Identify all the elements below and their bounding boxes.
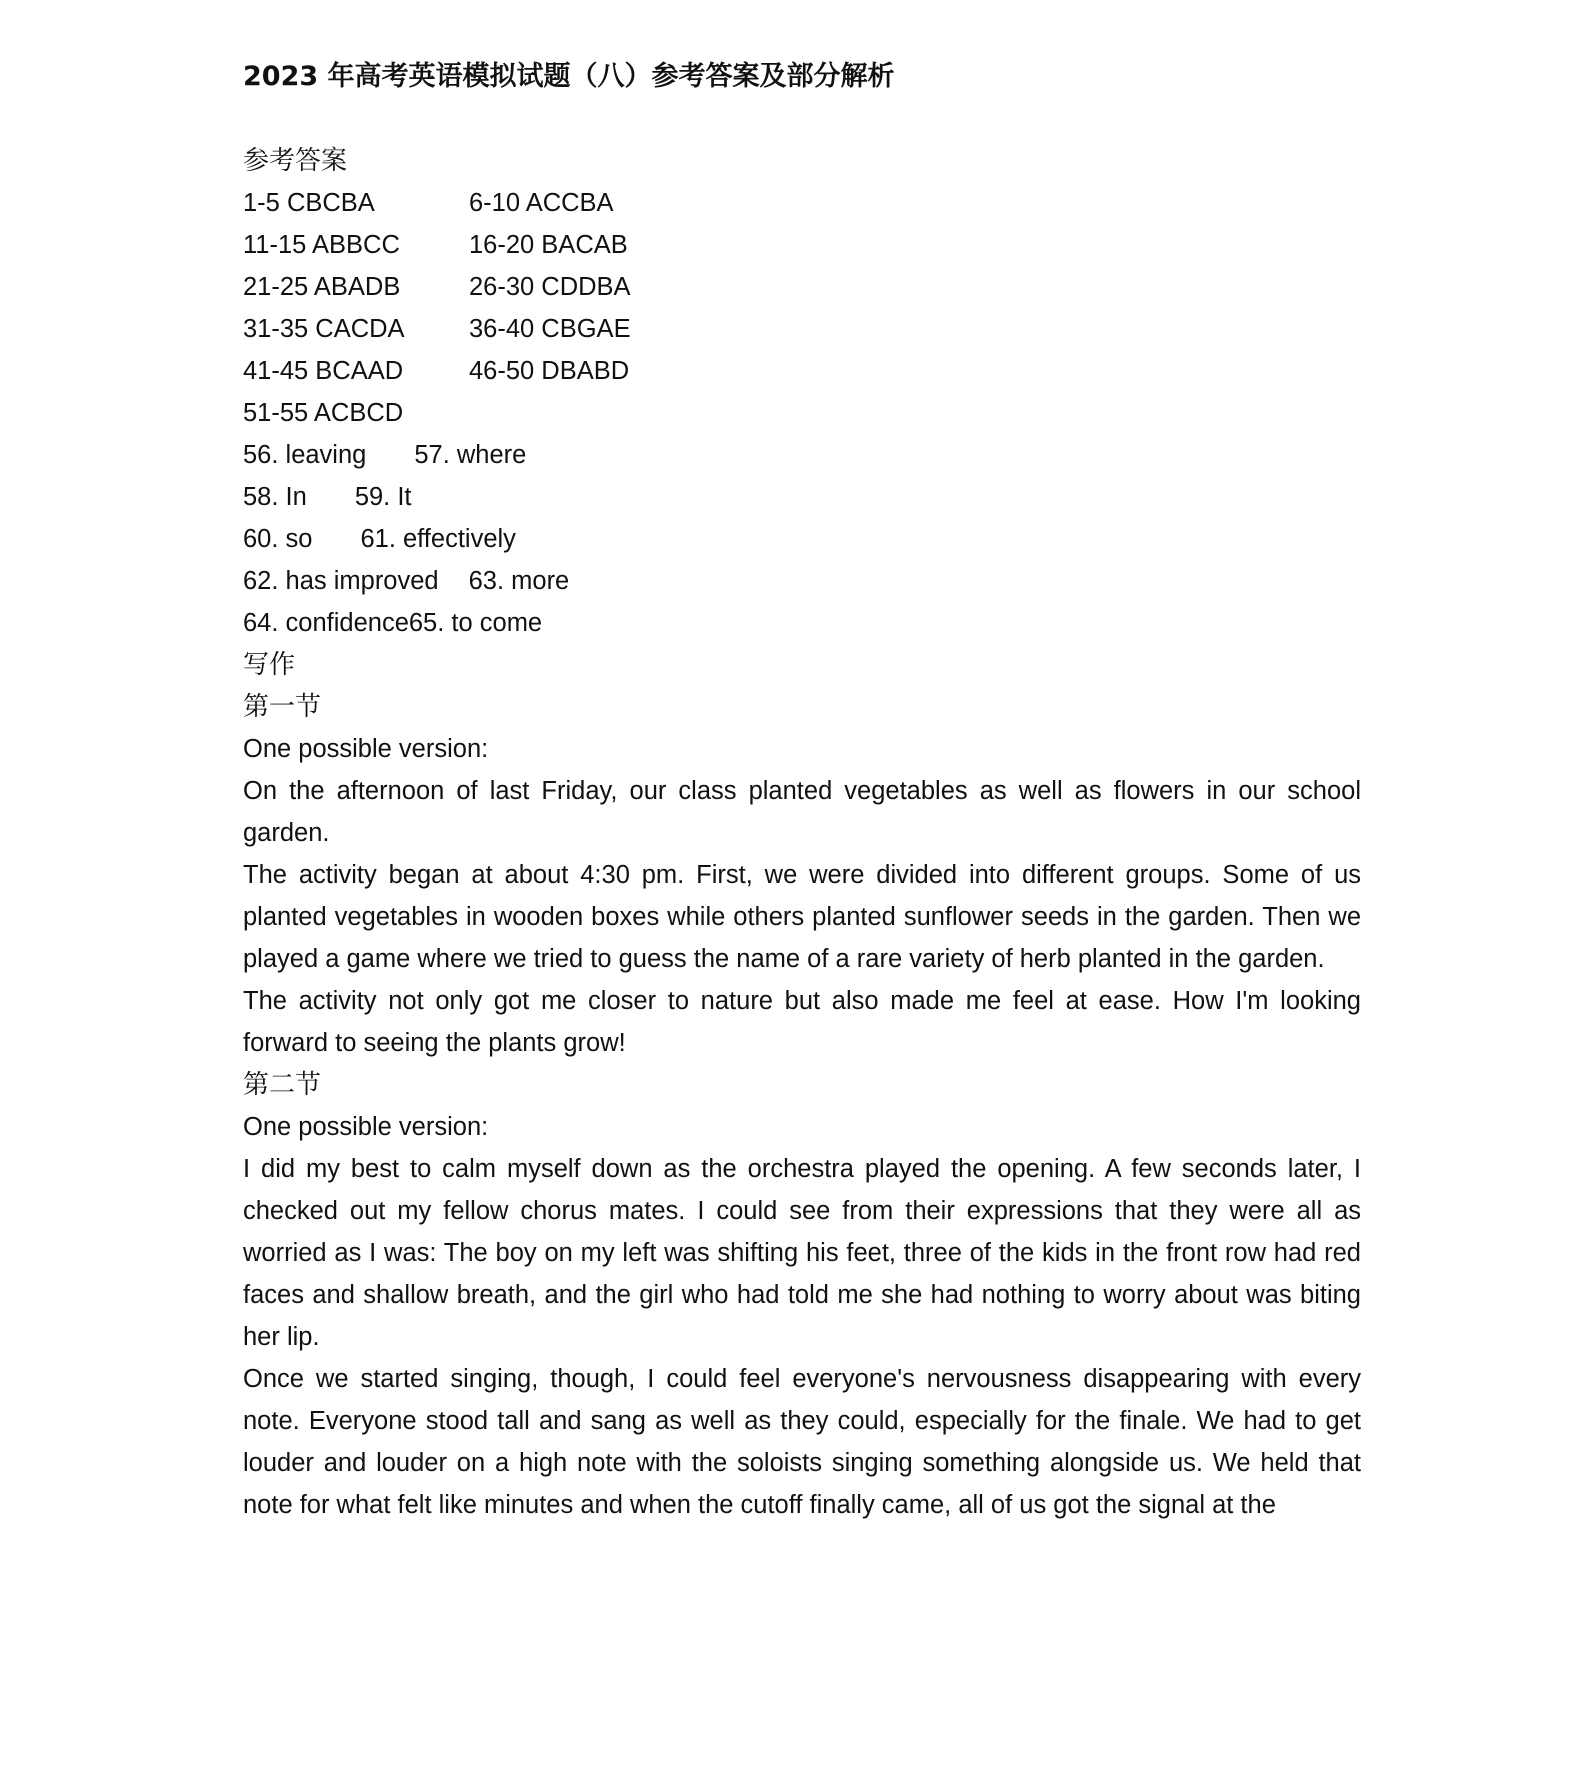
fill-row	[243, 518, 1361, 560]
fill-answer-left: 64. confidence	[243, 609, 409, 637]
choice-answer-left: 51-55 ACBCD	[243, 399, 404, 427]
choice-row	[243, 392, 1361, 434]
essay-paragraph: On the afternoon of last Friday, our class planted vegetables as well as flowers in our school garden.	[243, 777, 1361, 847]
choice-answer-left: 21-25 ABADB	[243, 273, 401, 301]
choice-row	[243, 224, 1361, 266]
choice-answer-left: 1-5 CBCBA	[243, 189, 375, 217]
choice-answer-left: 31-35 CACDA	[243, 315, 405, 343]
section-heading: 第二节	[243, 1070, 322, 1100]
choice-row	[243, 182, 1361, 224]
version-label: One possible version:	[243, 735, 489, 763]
fill-answer-left: 62. has improved	[243, 567, 439, 595]
document-title: 2023 年高考英语模拟试题（八）参考答案及部分解析	[243, 61, 895, 92]
choice-answer-left: 11-15 ABBCC	[243, 231, 400, 259]
essay-paragraph: I did my best to calm myself down as the orchestra played the opening. A few seconds later, I checked out my fellow chorus mates. I could see from their expressions that they were all as worried as I was: The boy on my left was shifting his feet, three of the kids in the front row had red faces and shallow breath, and the girl who had told me she had nothing to worry about was biting her lip.	[243, 1155, 1361, 1351]
answer-document	[243, 56, 1361, 1526]
fill-answer-right: 65. to come	[408, 609, 543, 637]
fill-answers	[243, 434, 1361, 644]
title-spacer	[243, 98, 1361, 140]
section-heading: 第一节	[243, 692, 322, 722]
choice-row	[243, 266, 1361, 308]
choice-answers	[243, 182, 1361, 434]
writing-heading: 写作	[243, 650, 296, 680]
choice-answer-right: 6-10 ACCBA	[469, 189, 614, 217]
writing-section-2	[243, 1064, 1361, 1526]
fill-row	[243, 476, 1361, 518]
fill-answer-left: 58. In	[243, 483, 307, 511]
fill-answer-right: 59. It	[354, 483, 412, 511]
choice-answer-right: 46-50 DBABD	[469, 357, 630, 385]
choice-answer-right: 26-30 CDDBA	[469, 273, 631, 301]
fill-row	[243, 602, 1361, 644]
choice-row	[243, 308, 1361, 350]
fill-answer-left: 56. leaving	[243, 441, 367, 469]
fill-answer-left: 60. so	[243, 525, 313, 553]
essay-paragraph: Once we started singing, though, I could feel everyone's nervousness disappearing with every note. Everyone stood tall and sang as well as they could, especially for the finale. We had to get louder and louder on a high note with the soloists singing something alongside us. We held that note for what felt like minutes and when the cutoff finally came, all of us got the signal at the	[243, 1365, 1361, 1519]
fill-answer-right: 57. where	[414, 441, 527, 469]
fill-answer-right: 61. effectively	[360, 525, 516, 553]
fill-answer-right: 63. more	[468, 567, 570, 595]
choice-answer-left: 41-45 BCAAD	[243, 357, 404, 385]
essay-paragraph: The activity not only got me closer to nature but also made me feel at ease. How I'm looking forward to seeing the plants grow!	[243, 987, 1361, 1057]
fill-row	[243, 560, 1361, 602]
fill-row	[243, 434, 1361, 476]
choice-row	[243, 350, 1361, 392]
essay-paragraph: The activity began at about 4:30 pm. First, we were divided into different groups. Some of us planted vegetables in wooden boxes while others planted sunflower seeds in the garden. Then we played a game where we tried to guess the name of a rare variety of herb planted in the garden.	[243, 861, 1361, 973]
answers-heading: 参考答案	[243, 146, 348, 176]
version-label: One possible version:	[243, 1113, 489, 1141]
writing-section-1	[243, 686, 1361, 1064]
choice-answer-right: 36-40 CBGAE	[469, 315, 631, 343]
choice-answer-right: 16-20 BACAB	[469, 231, 628, 259]
